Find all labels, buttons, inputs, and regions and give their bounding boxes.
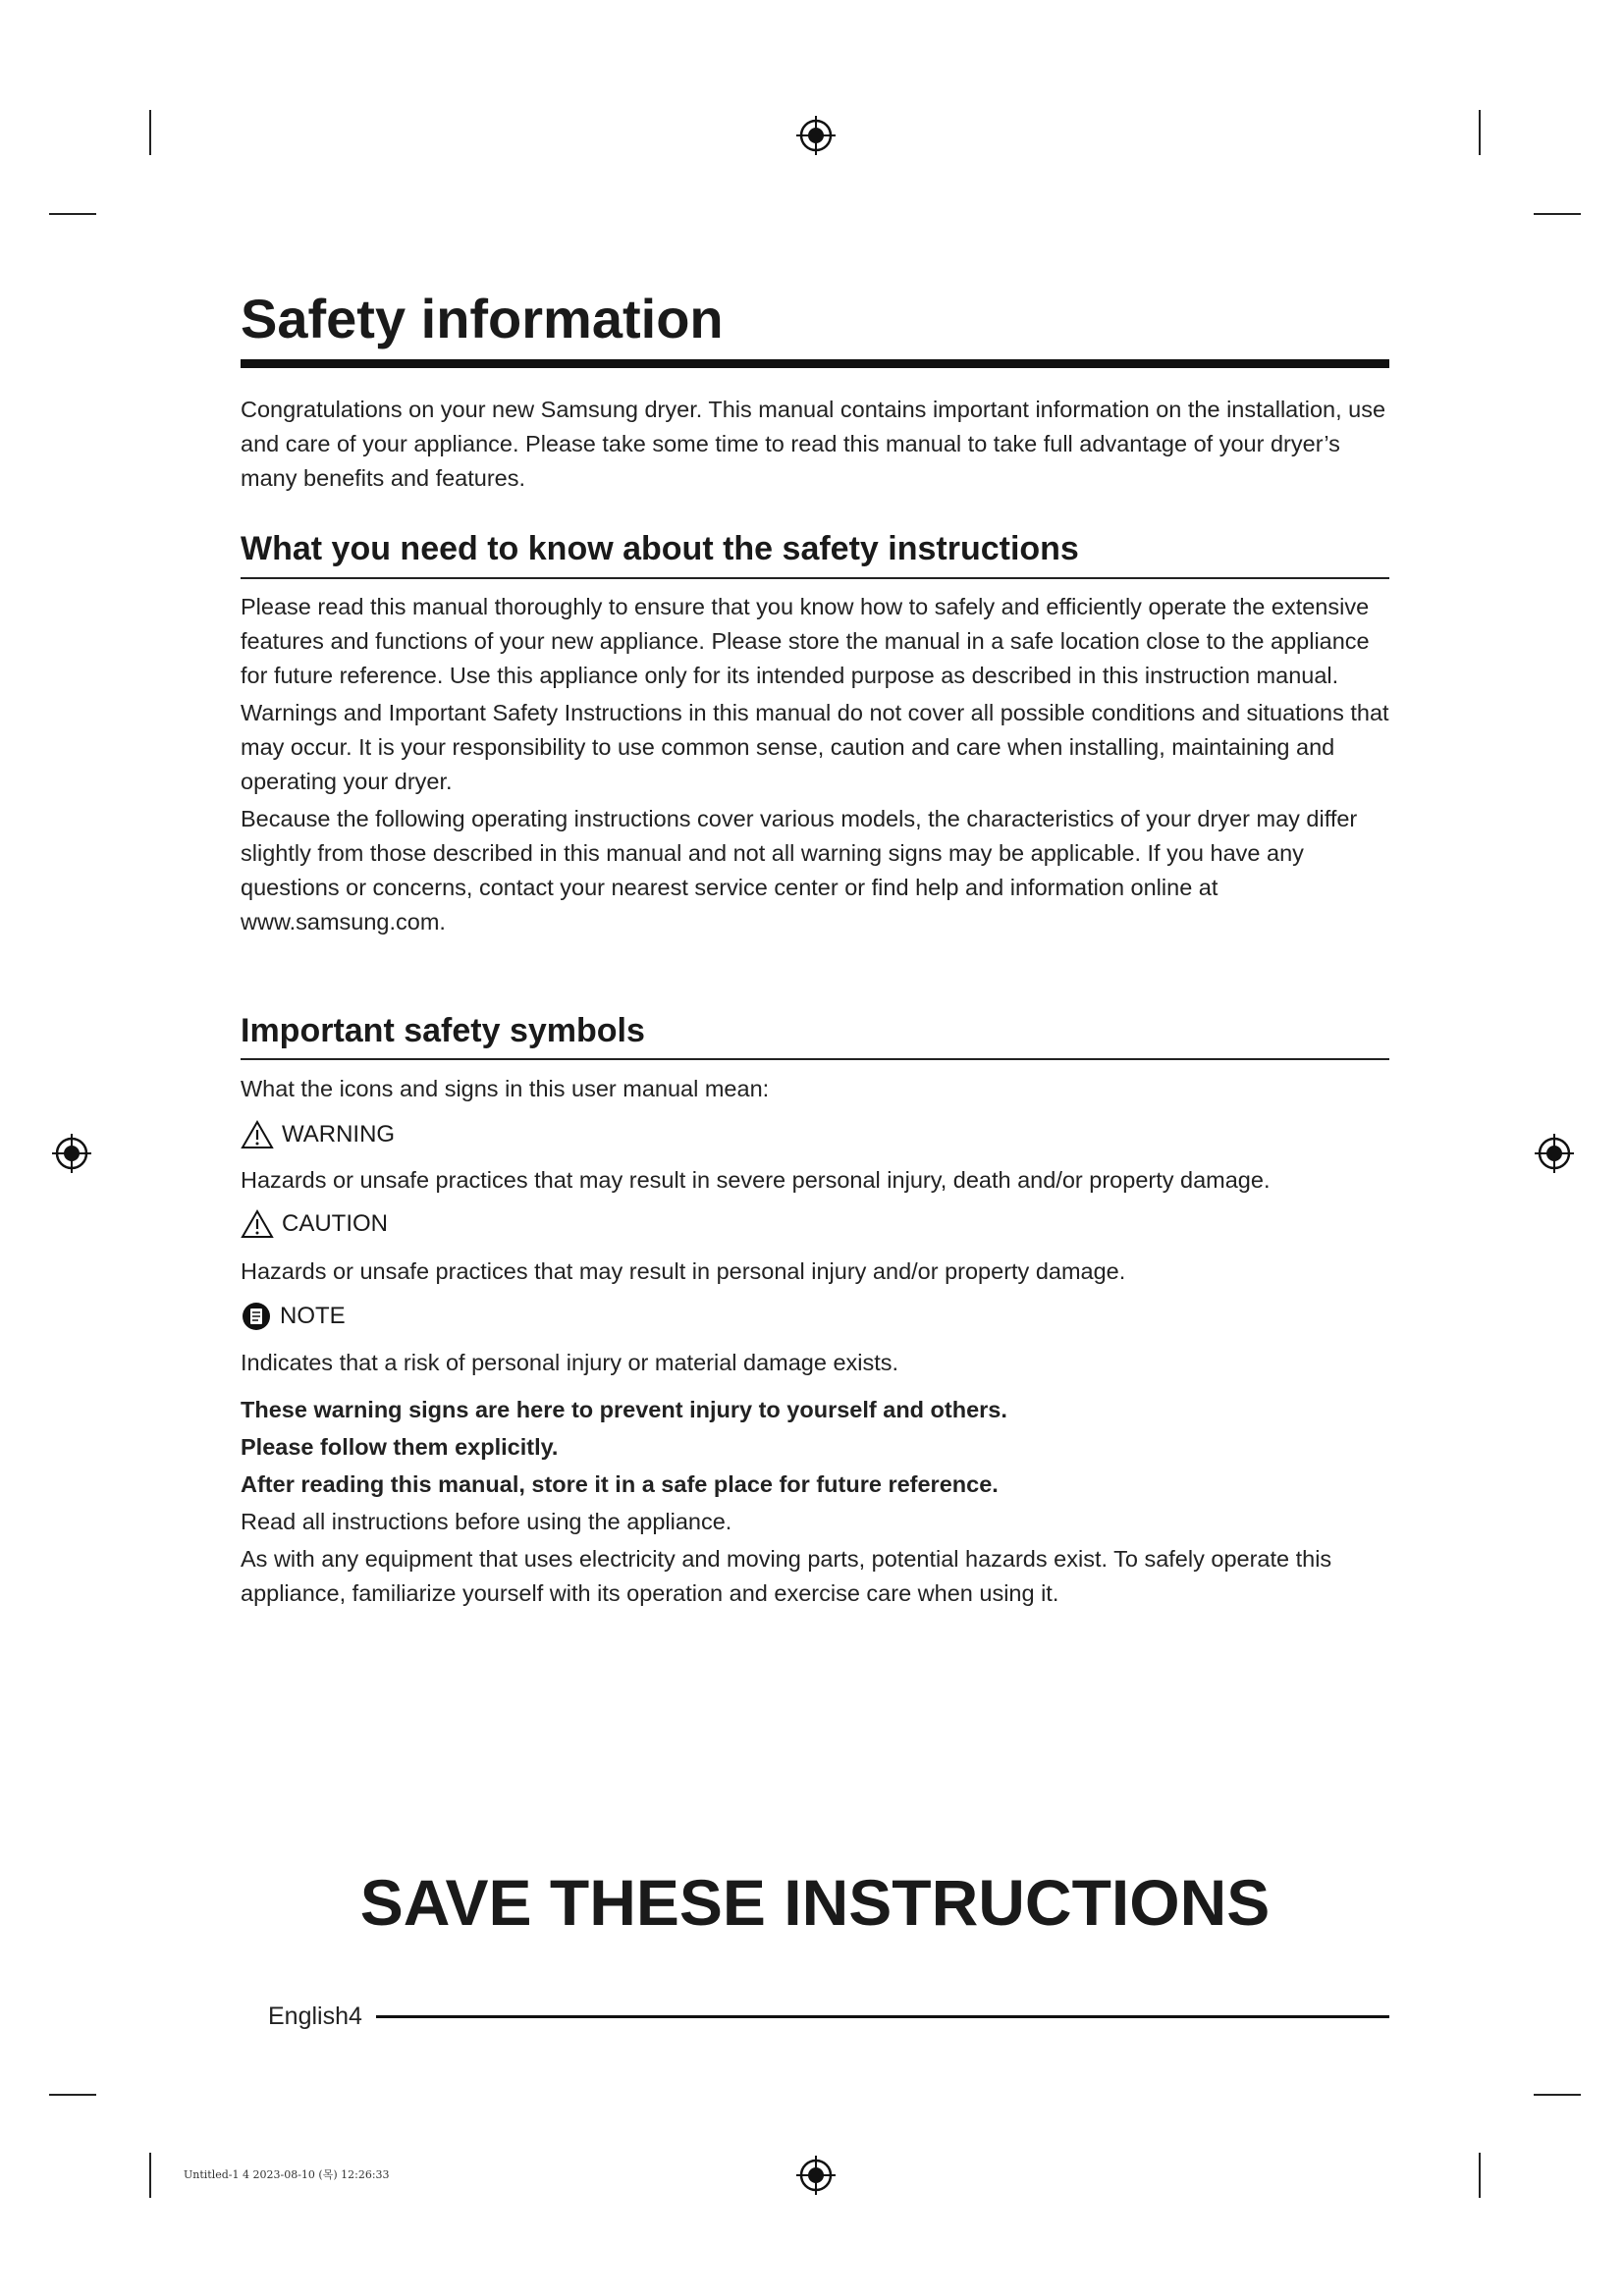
caution-triangle-icon [241,1209,274,1239]
crop-mark-top-right [1479,110,1481,155]
paragraph: Because the following operating instructions cover various models, the characteristics of your dryer may differ slightly from those described in this manual and not all warning signs may be applicable. If you have any questions or concerns, contact your nearest service center or find help and information online at www.samsung.com. [241,806,1358,934]
crop-mark-right-bottom [1534,2094,1581,2096]
registration-mark-icon [796,2156,836,2195]
note-label [241,1301,346,1332]
crop-mark-bottom-left [149,2153,151,2198]
bold-notice-line: After reading this manual, store it in a safe place for future reference. [241,1471,999,1497]
section-rule [241,1058,1389,1060]
closing-line: As with any equipment that uses electricity and moving parts, potential hazards exist. To safely operate this appliance, familiarize yourself with its operation and exercise care when using it. [241,1546,1332,1606]
safety-instructions-body [241,590,1389,939]
caution-label-text: CAUTION [282,1210,388,1237]
registration-mark-icon [52,1134,91,1173]
registration-mark-icon [796,116,836,155]
footer-page-number: English4 [268,2002,362,2030]
warning-label-text: WARNING [282,1121,396,1148]
bold-notice-line: Please follow them explicitly. [241,1434,559,1460]
page-footer [268,2002,1389,2031]
caution-description: Hazards or unsafe practices that may result in personal injury and/or property damage. [241,1258,1126,1284]
caution-label [241,1209,388,1239]
registration-mark-icon [1535,1134,1574,1173]
title-rule [241,359,1389,368]
closing-line: Read all instructions before using the appliance. [241,1509,732,1534]
warning-triangle-icon [241,1120,274,1149]
crop-mark-left-top [49,213,96,215]
crop-mark-bottom-right [1479,2153,1481,2198]
save-instructions-heading: SAVE THESE INSTRUCTIONS [359,1866,1271,1939]
note-label-text: NOTE [280,1303,346,1329]
note-description: Indicates that a risk of personal injury or material damage exists. [241,1350,899,1375]
intro-paragraph: Congratulations on your new Samsung dryer. This manual contains important information on the installation, use and care of your appliance. Please take some time to read this manual to take full advantage of your dryer’s many benefits and features. [241,397,1386,491]
section-rule [241,577,1389,579]
footer-rule [376,2015,1389,2018]
crop-mark-left-bottom [49,2094,96,2096]
paragraph: Please read this manual thoroughly to ensure that you know how to safely and efficiently operate the extensive features and functions of your new appliance. Please store the manual in a safe location close to the appliance for future reference. Use this appliance only for its intended purpose as described in this instruction manual. [241,594,1370,688]
crop-mark-top-left [149,110,151,155]
page-title: Safety information [241,288,724,349]
symbols-intro: What the icons and signs in this user manual mean: [241,1076,770,1101]
warning-description: Hazards or unsafe practices that may result in severe personal injury, death and/or property damage. [241,1167,1271,1193]
paragraph: Warnings and Important Safety Instructions in this manual do not cover all possible conditions and situations that may occur. It is your responsibility to use common sense, caution and care when installing, maintaining and operating your dryer. [241,700,1389,794]
bold-notice-line: These warning signs are here to prevent injury to yourself and others. [241,1397,1007,1422]
section-heading-safety-symbols: Important safety symbols [241,1012,645,1049]
section-heading-safety-instructions: What you need to know about the safety instructions [241,530,1079,567]
note-icon [241,1301,272,1332]
warning-signs-notice [241,1393,1389,1611]
print-slug: Untitled-1 4 2023-08-10 (목) 12:26:33 [184,2168,390,2181]
warning-label [241,1120,395,1149]
crop-mark-right-top [1534,213,1581,215]
